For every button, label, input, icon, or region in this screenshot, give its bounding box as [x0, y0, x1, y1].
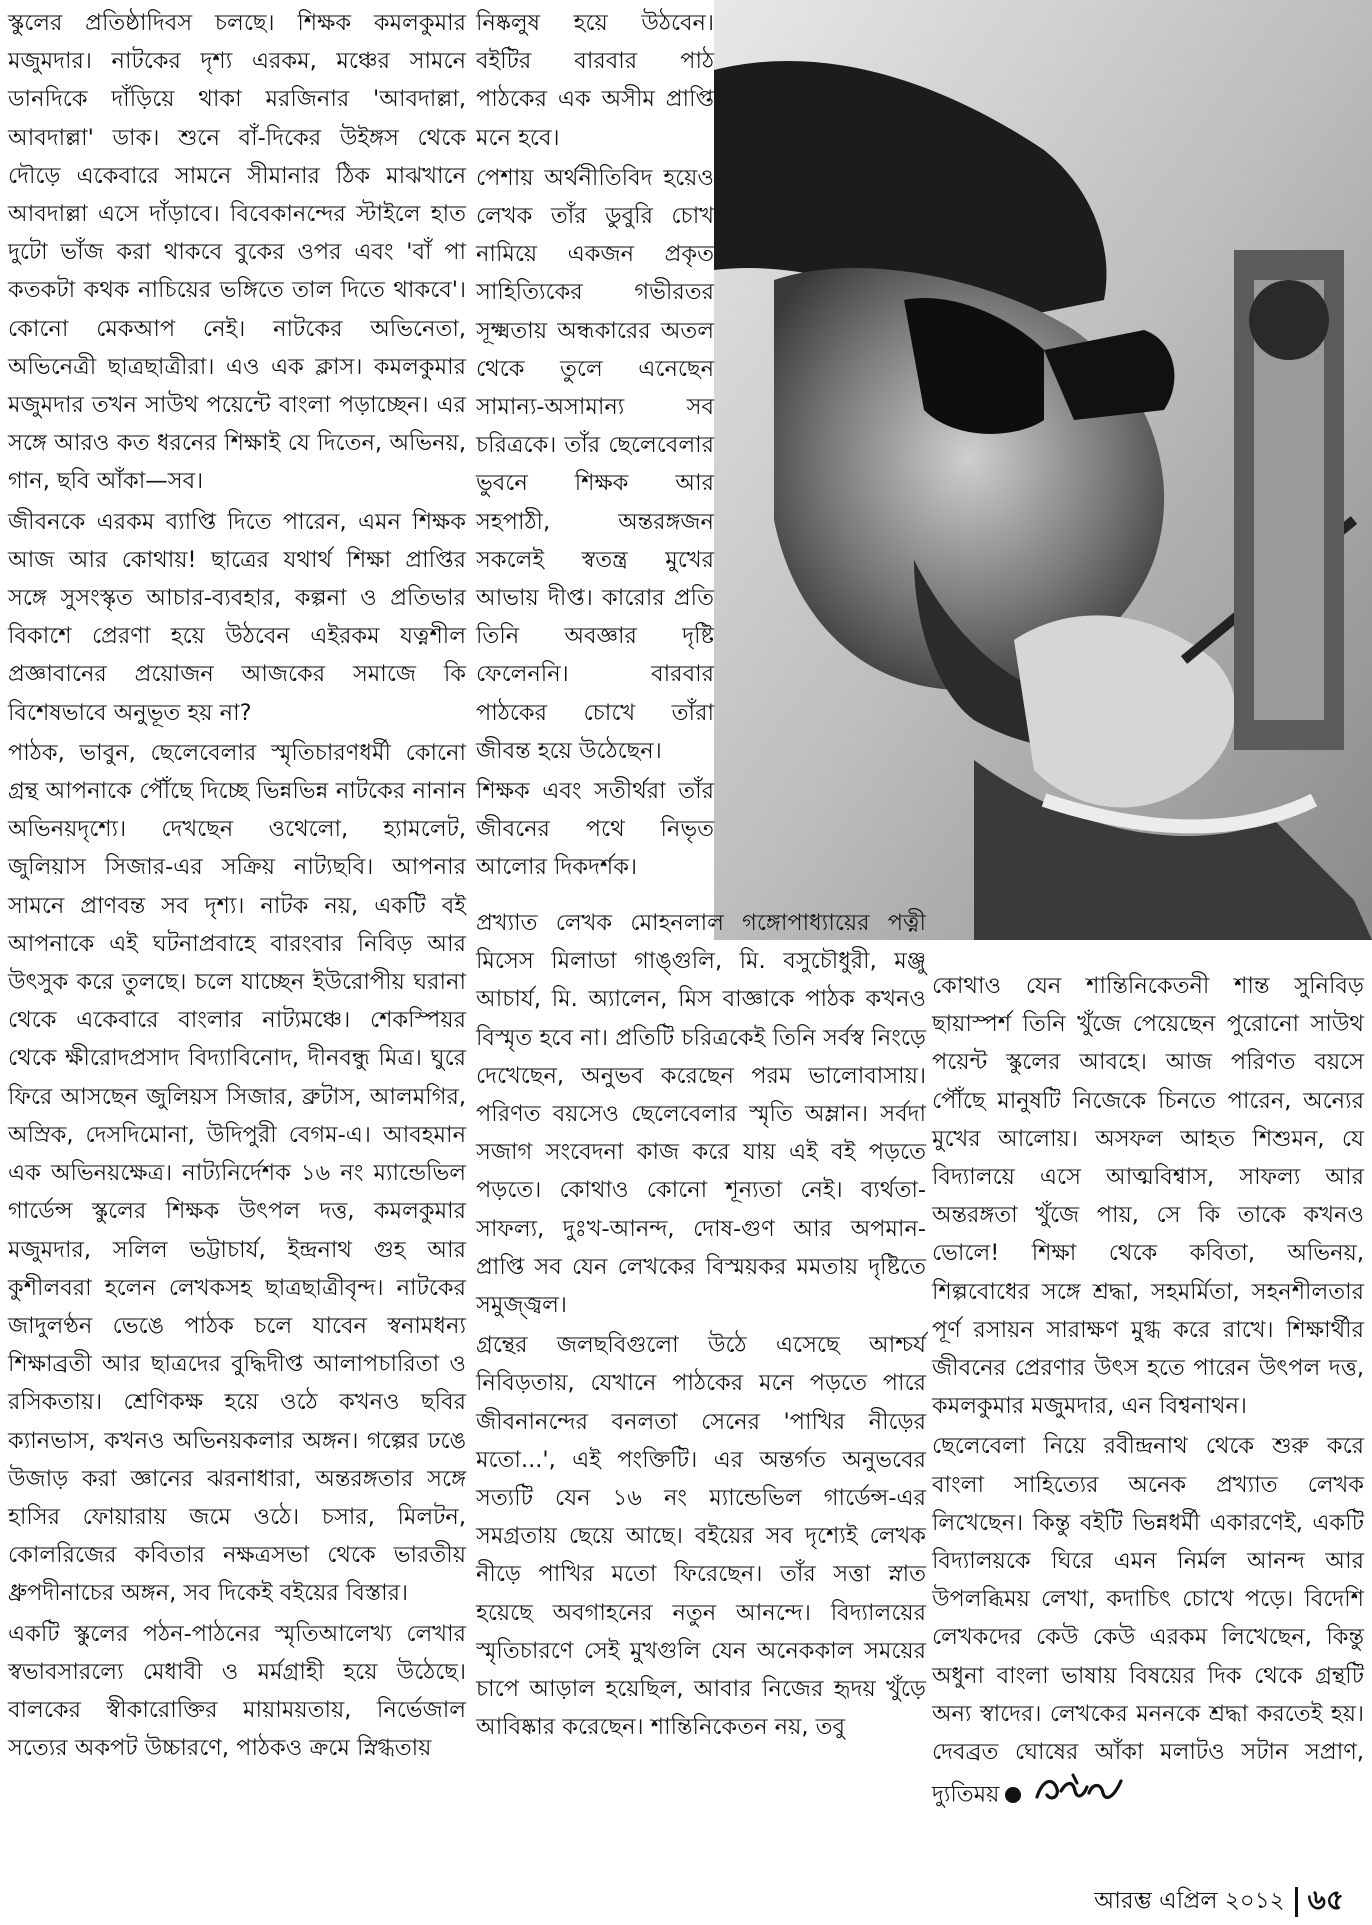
article-column-middle-bottom — [476, 904, 926, 1746]
paragraph — [932, 1427, 1364, 1819]
page-footer — [1094, 1878, 1344, 1925]
paragraph: পাঠক, ভাবুন, ছেলেবেলার স্মৃতিচারণধর্মী কোনো গ্রন্থ আপনাকে পৌঁছে দিচ্ছে ভিন্নভিন্ন নাটকের নানান অভিনয়দৃশ্যে। দেখছেন ওথেলো, হ্যামলেট, জুলিয়াস সিজার-এর সক্রিয় নাট্যছবি। আপনার সামনে প্রাণবন্ত সব দৃশ্য। নাটক নয়, একটি বই আপনাকে এই ঘটনাপ্রবাহে বারংবার নিবিড় আর উৎসুক করে তুলছে। চলে যাচ্ছেন ইউরোপীয় ঘরানা থেকে একেবারে বাংলার নাট্যমঞ্চে। শেকস্পিয়র থেকে ক্ষীরোদপ্রসাদ বিদ্যাবিনোদ, দীনবন্ধু মিত্র। ঘুরে ফিরে আসছেন জুলিয়স সিজার, ব্রুটাস, আলমগির, অস্রিক, দেসদিমোনা, উদিপুরী বেগম-এ। আবহমান এক অভিনয়ক্ষেত্র। নাট্যনির্দেশক ১৬ নং ম্যান্ডেভিল গার্ডেন্স স্কুলের শিক্ষক উৎপল দত্ত, কমলকুমার মজুমদার, সলিল ভট্টাচার্য, ইন্দ্রনাথ গুহ আর কুশীলবরা হলেন লেখকসহ ছাত্রছাত্রীবৃন্দ। নাটকের জাদুলণ্ঠন ভেঙে পাঠক চলে যাবেন স্বনামধন্য শিক্ষাব্রতী আর ছাত্রদের বুদ্ধিদীপ্ত আলাপচারিতা ও রসিকতায়। শ্রেণিকক্ষ হয়ে ওঠে কখনও ছবির ক্যানভাস, কখনও অভিনয়কলার অঙ্গন। গল্পের ঢঙে উজাড় করা জ্ঞানের ঝরনাধারা, অন্তরঙ্গতার সঙ্গে হাসির ফোয়ারায় জমে ওঠে। চসার, মিলটন, কোলরিজের কবিতার নক্ষত্রসভা থেকে ভারতীয় ধ্রুপদীনাচের অঙ্গন, সব দিকেই বইয়ের বিস্তার। — [8, 739, 466, 1607]
paragraph: স্কুলের প্রতিষ্ঠাদিবস চলছে। শিক্ষক কমলকুমার মজুমদার। নাটকের দৃশ্য এরকম, মঞ্চের সামনে ডানদিকে দাঁড়িয়ে থাকা মরজিনার 'আবদাল্লা, আবদাল্লা' ডাক। শুনে বাঁ-দিকের উইঙ্গস থেকে দৌড়ে একেবারে সামনে সীমানার ঠিক মাঝখানে আবদাল্লা এসে দাঁড়াবে। বিবেকানন্দের স্টাইলে হাত দুটো ভাঁজ করা থাকবে বুকের ওপর এবং 'বাঁ পা কতকটা কথক নাচিয়ের ভঙ্গিতে তাল দিতে থাকবে'। কোনো মেকআপ নেই। নাটকের অভিনেতা, অভিনেত্রী ছাত্রছাত্রীরা। এও এক ক্লাস। কমলকুমার মজুমদার তখন সাউথ পয়েন্টে বাংলা পড়াচ্ছেন। এর সঙ্গে আরও কত ধরনের শিক্ষাই যে দিতেন, অভিনয়, গান, ছবি আঁকা—সব। — [8, 10, 466, 495]
signature-icon — [1033, 1771, 1125, 1807]
paragraph: জীবনকে এরকম ব্যাপ্তি দিতে পারেন, এমন শিক্ষক আজ আর কোথায়! ছাত্রের যথার্থ শিক্ষা প্রাপ্তির সঙ্গে সুসংস্কৃত আচার-ব্যবহার, কল্পনা ও প্রতিভার বিকাশে প্রেরণা হয়ে উঠবেন এইরকম যত্নশীল প্রজ্ঞাবানের প্রয়োজন আজকের সমাজে কি বিশেষভাবে অনুভূত হয় না? — [8, 508, 466, 726]
page-number: ৬৫ — [1307, 1883, 1344, 1916]
article-column-middle-top — [476, 4, 714, 887]
issue-date: এপ্রিল ২০১২ — [1159, 1888, 1285, 1914]
footer-divider — [1295, 1887, 1298, 1917]
paragraph: নিষ্কলুষ হয়ে উঠবেন। বইটির বারবার পাঠ পাঠকের এক অসীম প্রাপ্তি মনে হবে। — [476, 10, 714, 151]
author-signature — [1033, 1771, 1125, 1819]
article-column-right — [932, 967, 1364, 1819]
paragraph: গ্রন্থের জলছবিগুলো উঠে এসেছে আশ্চর্য নিবিড়তায়, যেখানে পাঠকের মনে পড়তে পারে জীবনানন্দের বনলতা সেনের 'পাখির নীড়ের মতো...', এই পংক্তিটি। এর অন্তর্গত অনুভবের সত্যটি যেন ১৬ নং ম্যান্ডেভিল গার্ডেন্স-এর সমগ্রতায় ছেয়ে আছে। বইয়ের সব দৃশ্যেই লেখক নীড়ে পাখির মতো ফিরেছেন। তাঁর সত্তা স্নাত হয়েছে অবগাহনের নতুন আনন্দে। বিদ্যালয়ের স্মৃতিচারণে সেই মুখগুলি যেন অনেককাল সময়ের চাপে আড়াল হয়েছিল, আবার নিজের হৃদয় খুঁড়ে আবিষ্কার করেছেন। শান্তিনিকেতন নয়, তবু — [476, 1332, 926, 1741]
paragraph: প্রখ্যাত লেখক মোহনলাল গঙ্গোপাধ্যায়ের পত্নী মিসেস মিলাডা গাঙ্গুলি, মি. বসুচৌধুরী, মঞ্জু আচার্য, মি. অ্যালেন, মিস বাজ্ঞাকে পাঠক কখনও বিস্মৃত হবে না। প্রতিটি চরিত্রকেই তিনি সর্বস্ব নিংড়ে দেখেছেন, অনুভব করেছেন পরম ভালোবাসায়। পরিণত বয়সেও ছেলেবেলার স্মৃতি অম্লান। সর্বদা সজাগ সংবেদনা কাজ করে যায় এই বই পড়তে পড়তে। কোথাও কোনো শূন্যতা নেই। ব্যর্থতা-সাফল্য, দুঃখ-আনন্দ, দোষ-গুণ আর অপমান-প্রাপ্তি সব যেন লেখকের বিস্ময়কর মমতায় দৃষ্টিতে সমুজ্জ্বল। — [476, 910, 926, 1319]
paragraph: পেশায় অর্থনীতিবিদ হয়েও লেখক তাঁর ডুবুরি চোখ নামিয়ে একজন প্রকৃত সাহিত্যিকের গভীরতর সূক্ষ্মতায় অন্ধকারের অতল থেকে তুলে এনেছেন সামান্য-অসামান্য সব চরিত্রকে। তাঁর ছেলেবেলার ভুবনে শিক্ষক আর সহপাঠী, অন্তরঙ্গজন সকলেই স্বতন্ত্র মুখের আভায় দীপ্ত। কারোর প্রতি তিনি অবজ্ঞার দৃষ্টি ফেলেননি। বারবার পাঠকের চোখে তাঁরা জীবন্ত হয়ে উঠেছেন। — [476, 164, 714, 764]
paragraph: শিক্ষক এবং সতীর্থরা তাঁর জীবনের পথে নিভৃত আলোর দিকদর্শক। — [476, 778, 714, 881]
author-photo — [714, 0, 1372, 940]
article-column-left — [8, 4, 466, 1767]
paragraph-text: ছেলেবেলা নিয়ে রবীন্দ্রনাথ থেকে শুরু করে বাংলা সাহিত্যের অনেক প্রখ্যাত লেখক লিখেছেন। কিন্তু বইটি ভিন্নধর্মী একারণেই, একটি বিদ্যালয়কে ঘিরে এমন নির্মল আনন্দ আর উপলব্ধিময় লেখা, কদাচিৎ চোখে পড়ে। বিদেশি লেখকদের কেউ কেউ এরকম লিখেছেন, কিন্তু অধুনা বাংলা ভাষায় বিষয়ের দিক থেকে গ্রন্থটি অন্য স্বাদের। লেখকের মননকে শ্রদ্ধা করতেই হয়। দেবব্রত ঘোষের আঁকা মলাটও সটান সপ্রাণ, দ্যুতিময় — [932, 1433, 1364, 1808]
paragraph: একটি স্কুলের পঠন-পাঠনের স্মৃতিআলেখ্য লেখার স্বভাবসারল্যে মেধাবী ও মর্মগ্রাহী হয়ে উঠেছে। বালকের স্বীকারোক্তির মায়াময়তায়, নির্ভেজাল সত্যের অকপট উচ্চারণে, পাঠকও ক্রমে স্নিগ্ধতায় — [8, 1620, 466, 1762]
magazine-name: আরম্ভ — [1094, 1888, 1152, 1914]
end-mark-icon — [1005, 1787, 1021, 1803]
portrait-photo-icon — [714, 0, 1372, 940]
paragraph: কোথাও যেন শান্তিনিকেতনী শান্ত সুনিবিড় ছায়াস্পর্শ তিনি খুঁজে পেয়েছেন পুরোনো সাউথ পয়েন্ট স্কুলের আবহে। আজ পরিণত বয়সে পৌঁছে মানুষটি নিজেকে চিনতে পারেন, অন্যের মুখের আলোয়। অসফল আহত শিশুমন, যে বিদ্যালয়ে এসে আত্মবিশ্বাস, সাফল্য আর অন্তরঙ্গতা খুঁজে পায়, সে কি তাকে কখনও ভোলে! শিক্ষা থেকে কবিতা, অভিনয়, শিল্পবোধের সঙ্গে শ্রদ্ধা, সহমর্মিতা, সহনশীলতার পূর্ণ রসায়ন সারাক্ষণ মুগ্ধ করে রাখে। শিক্ষার্থীর জীবনের প্রেরণার উৎস হতে পারেন উৎপল দত্ত, কমলকুমার মজুমদার, এন বিশ্বনাথন। — [932, 973, 1364, 1420]
